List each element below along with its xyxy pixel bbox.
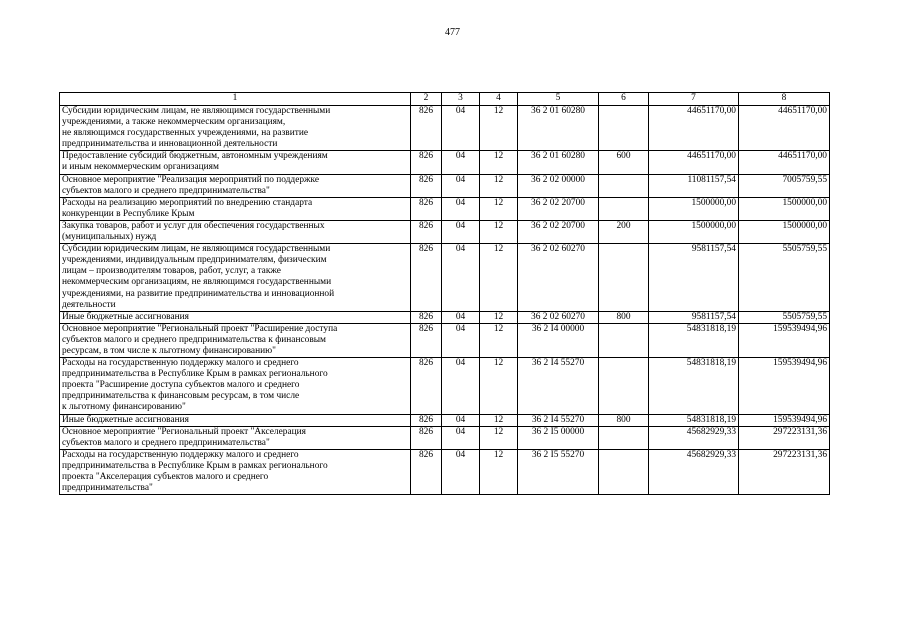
row-amount-1: 11081157,54 [649,174,739,197]
row-amount-2: 297223131,36 [739,426,830,449]
row-code-gr: 826 [411,358,442,414]
row-code-gr: 826 [411,151,442,174]
row-code-rz: 04 [442,220,480,243]
row-name-text: Расходы на государственную поддержку малого и среднего предпринимательства в Республике Крым в рамках регионального проекта "Расширение доступа субъектов малого и среднего предпринимательства к финансовым ресурсам, в том числе к льготному финансированию" [62,358,328,413]
row-code-csr: 36 2 I4 55270 [518,414,599,426]
table-row [60,174,830,197]
row-amount-2: 5505759,55 [739,244,830,312]
header-row [60,93,830,106]
table-row [60,244,830,312]
row-code-gr: 826 [411,426,442,449]
row-code-vr [599,174,649,197]
row-code-pr: 12 [480,358,518,414]
row-code-gr: 826 [411,220,442,243]
row-code-gr: 826 [411,414,442,426]
row-name-text: Расходы на государственную поддержку малого и среднего предпринимательства в Республике Крым в рамках регионального проекта "Акселерация субъектов малого и среднего предпринимательства" [62,449,328,494]
table-row [60,449,830,494]
row-code-csr: 36 2 01 60280 [518,151,599,174]
budget-table [59,92,830,495]
row-code-vr [599,197,649,220]
row-code-vr: 200 [599,220,649,243]
row-amount-1: 44651170,00 [649,151,739,174]
row-amount-1: 9581157,54 [649,244,739,312]
row-code-vr: 800 [599,311,649,323]
table-row [60,426,830,449]
row-amount-1: 54831818,19 [649,358,739,414]
table-row [60,197,830,220]
header-cell: 6 [599,93,649,106]
table-row [60,323,830,357]
row-name-text: Расходы на реализацию мероприятий по внедрению стандарта конкуренции в Республике Крым [62,197,313,219]
row-amount-2: 5505759,55 [739,311,830,323]
row-code-csr: 36 2 I5 55270 [518,449,599,494]
row-code-csr: 36 2 02 20700 [518,197,599,220]
row-name [60,106,411,151]
row-code-rz: 04 [442,244,480,312]
row-code-csr: 36 2 02 60270 [518,311,599,323]
header-cell: 8 [739,93,830,106]
row-code-gr: 826 [411,311,442,323]
row-code-csr: 36 2 I4 55270 [518,358,599,414]
row-name-text: Основное мероприятие "Региональный проект "Расширение доступа субъектов малого и среднего предпринимательства к финансовым ресурсам, в том числе к льготному финансированию" [62,323,338,356]
row-name-text: Предоставление субсидий бюджетным, автономным учреждениям и иным некоммерческим организациям [62,151,328,173]
page-number: 477 [445,27,460,38]
row-name [60,244,411,312]
row-code-csr: 36 2 I4 00000 [518,323,599,357]
row-code-vr: 800 [599,414,649,426]
row-amount-1: 54831818,19 [649,323,739,357]
row-amount-1: 1500000,00 [649,197,739,220]
row-code-gr: 826 [411,174,442,197]
row-code-pr: 12 [480,174,518,197]
row-name [60,151,411,174]
row-amount-1: 9581157,54 [649,311,739,323]
table-body [60,106,830,495]
row-code-pr: 12 [480,414,518,426]
row-amount-1: 45682929,33 [649,449,739,494]
row-code-gr: 826 [411,449,442,494]
table-row [60,414,830,426]
header-cell: 5 [518,93,599,106]
row-code-pr: 12 [480,106,518,151]
row-name [60,174,411,197]
row-amount-2: 44651170,00 [739,151,830,174]
row-code-rz: 04 [442,323,480,357]
row-code-pr: 12 [480,323,518,357]
row-name-text: Субсидии юридическим лицам, не являющимся государственными учреждениями, а также некоммерческим организациям, не являющимся государственных учреждениями, на развитие предпринимательства и инновационной деятельности [62,106,331,150]
row-code-rz: 04 [442,414,480,426]
row-code-csr: 36 2 01 60280 [518,106,599,151]
header-cell: 2 [411,93,442,106]
row-name [60,449,411,494]
table-row [60,220,830,243]
row-code-rz: 04 [442,106,480,151]
row-name-text: Основное мероприятие "Региональный проект "Акселерация субъектов малого и среднего предпринимательства" [62,426,306,448]
row-code-gr: 826 [411,106,442,151]
row-code-rz: 04 [442,197,480,220]
row-code-csr: 36 2 I5 00000 [518,426,599,449]
row-code-pr: 12 [480,220,518,243]
row-amount-1: 45682929,33 [649,426,739,449]
row-name [60,323,411,357]
row-code-vr [599,426,649,449]
row-name [60,197,411,220]
row-code-pr: 12 [480,151,518,174]
row-amount-2: 159539494,96 [739,414,830,426]
row-code-gr: 826 [411,323,442,357]
row-amount-2: 297223131,36 [739,449,830,494]
header-cell: 1 [60,93,411,106]
table-row [60,106,830,151]
row-code-pr: 12 [480,449,518,494]
row-name [60,358,411,414]
row-amount-1: 1500000,00 [649,220,739,243]
row-name-text: Субсидии юридическим лицам, не являющимся государственными учреждениями, индивидуальным предпринимателям, физическим лицам – производителям товаров, работ, услуг, а также некоммерческим организациям, не являющимся государственными учреждениями, на развитие предпринимательства и инновационной деятельности [62,244,335,310]
header-cell: 7 [649,93,739,106]
row-code-csr: 36 2 02 60270 [518,244,599,312]
row-code-vr [599,323,649,357]
row-code-vr [599,449,649,494]
header-cell: 3 [442,93,480,106]
row-amount-2: 44651170,00 [739,106,830,151]
row-code-gr: 826 [411,197,442,220]
row-code-rz: 04 [442,311,480,323]
row-code-pr: 12 [480,197,518,220]
row-code-vr: 600 [599,151,649,174]
row-code-rz: 04 [442,358,480,414]
row-name [60,311,411,323]
row-code-rz: 04 [442,449,480,494]
row-amount-2: 159539494,96 [739,323,830,357]
table-row [60,358,830,414]
row-name-text: Иные бюджетные ассигнования [62,311,189,322]
row-code-pr: 12 [480,426,518,449]
row-code-rz: 04 [442,174,480,197]
row-code-pr: 12 [480,244,518,312]
row-code-gr: 826 [411,244,442,312]
row-code-vr [599,106,649,151]
row-name-text: Закупка товаров, работ и услуг для обеспечения государственных (муниципальных) нужд [62,220,325,243]
row-code-rz: 04 [442,151,480,174]
table-row [60,151,830,174]
row-code-rz: 04 [442,426,480,449]
row-name-text: Иные бюджетные ассигнования [62,414,189,425]
row-name [60,414,411,426]
row-code-pr: 12 [480,311,518,323]
row-code-csr: 36 2 02 00000 [518,174,599,197]
row-amount-2: 1500000,00 [739,197,830,220]
row-code-vr [599,244,649,312]
row-name-text: Основное мероприятие "Реализация мероприятий по поддержке субъектов малого и среднего предпринимательства" [62,174,320,196]
row-code-vr [599,358,649,414]
row-code-csr: 36 2 02 20700 [518,220,599,243]
row-amount-2: 159539494,96 [739,358,830,414]
table-row [60,311,830,323]
row-name [60,426,411,449]
row-amount-1: 44651170,00 [649,106,739,151]
row-name [60,220,411,243]
row-amount-2: 7005759,55 [739,174,830,197]
header-cell: 4 [480,93,518,106]
row-amount-2: 1500000,00 [739,220,830,243]
row-amount-1: 54831818,19 [649,414,739,426]
